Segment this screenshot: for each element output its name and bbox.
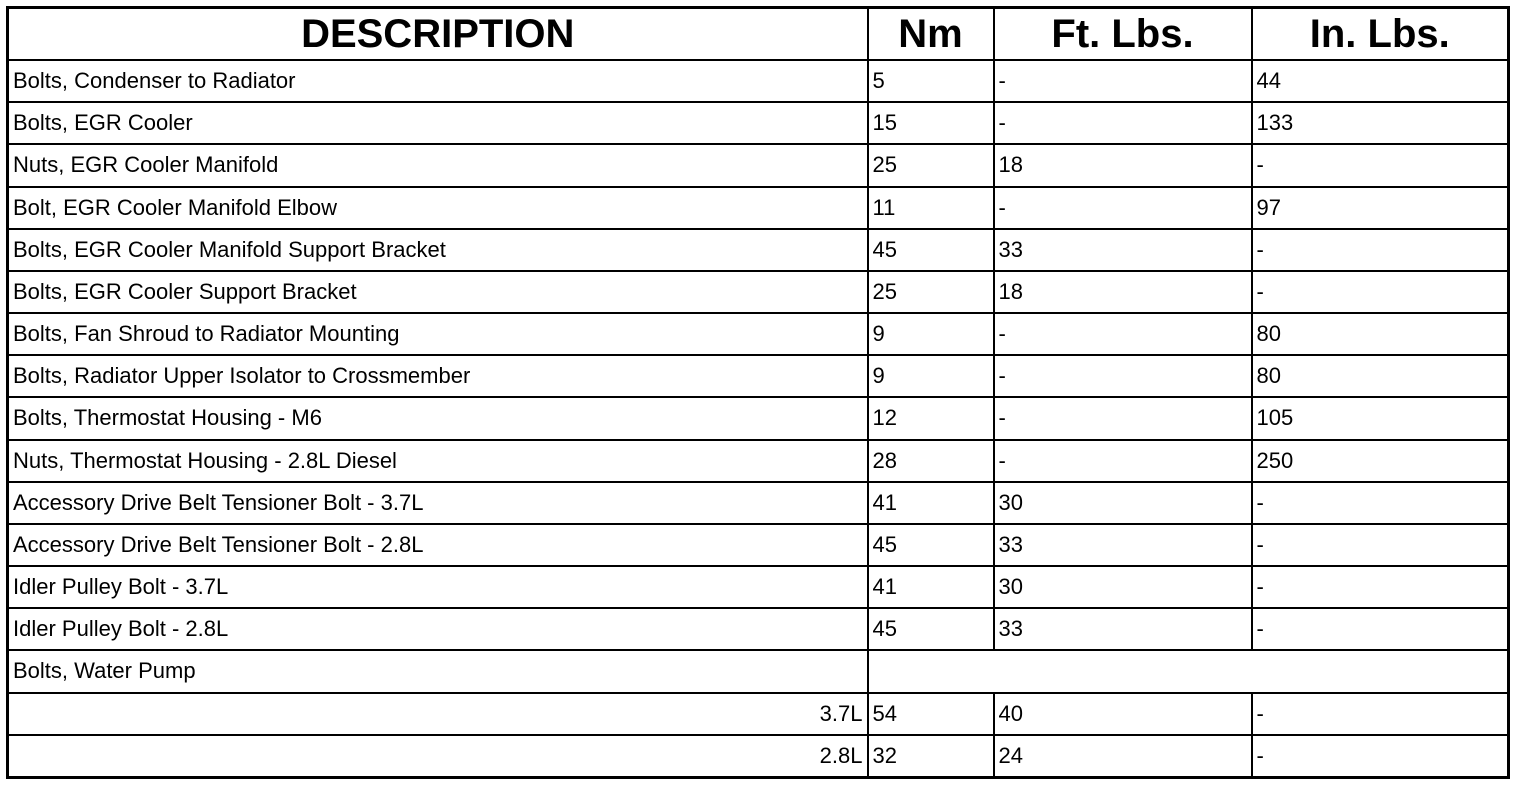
table-body — [8, 60, 1509, 778]
torque-spec-table — [6, 6, 1510, 779]
table-row — [8, 440, 1509, 482]
table-row — [8, 271, 1509, 313]
cell-description: Bolts, Thermostat Housing - M6 — [8, 397, 868, 439]
cell-in-lbs: - — [1252, 693, 1509, 735]
water-pump-subrow — [8, 693, 1509, 735]
cell-ft-lbs: 30 — [994, 482, 1252, 524]
cell-in-lbs: - — [1252, 735, 1509, 778]
cell-description: Idler Pulley Bolt - 3.7L — [8, 566, 868, 608]
cell-in-lbs: 44 — [1252, 60, 1509, 102]
cell-empty-span — [868, 650, 1509, 692]
cell-nm: 9 — [868, 355, 994, 397]
cell-nm: 12 — [868, 397, 994, 439]
cell-ft-lbs: - — [994, 102, 1252, 144]
cell-nm: 45 — [868, 229, 994, 271]
cell-in-lbs: - — [1252, 524, 1509, 566]
cell-nm: 45 — [868, 524, 994, 566]
cell-ft-lbs: - — [994, 355, 1252, 397]
cell-nm: 25 — [868, 271, 994, 313]
table-row — [8, 355, 1509, 397]
header-nm: Nm — [868, 8, 994, 61]
table-row — [8, 229, 1509, 271]
cell-ft-lbs: - — [994, 440, 1252, 482]
cell-in-lbs: - — [1252, 482, 1509, 524]
cell-description: Nuts, Thermostat Housing - 2.8L Diesel — [8, 440, 868, 482]
cell-in-lbs: 250 — [1252, 440, 1509, 482]
header-description: DESCRIPTION — [8, 8, 868, 61]
table-row — [8, 187, 1509, 229]
cell-description: Idler Pulley Bolt - 2.8L — [8, 608, 868, 650]
cell-nm: 54 — [868, 693, 994, 735]
cell-in-lbs: 80 — [1252, 313, 1509, 355]
table-row — [8, 60, 1509, 102]
table-row — [8, 102, 1509, 144]
cell-in-lbs: 80 — [1252, 355, 1509, 397]
cell-in-lbs: 105 — [1252, 397, 1509, 439]
cell-nm: 9 — [868, 313, 994, 355]
cell-description: Bolts, Condenser to Radiator — [8, 60, 868, 102]
table-row — [8, 524, 1509, 566]
cell-in-lbs: - — [1252, 608, 1509, 650]
table-row — [8, 608, 1509, 650]
cell-nm: 28 — [868, 440, 994, 482]
table-row — [8, 144, 1509, 186]
cell-in-lbs: 97 — [1252, 187, 1509, 229]
cell-description: Bolt, EGR Cooler Manifold Elbow — [8, 187, 868, 229]
cell-in-lbs: - — [1252, 566, 1509, 608]
cell-nm: 15 — [868, 102, 994, 144]
cell-engine: 3.7L — [8, 693, 868, 735]
cell-in-lbs: - — [1252, 144, 1509, 186]
cell-ft-lbs: - — [994, 313, 1252, 355]
cell-in-lbs: 133 — [1252, 102, 1509, 144]
cell-nm: 25 — [868, 144, 994, 186]
table-header — [8, 8, 1509, 61]
cell-nm: 5 — [868, 60, 994, 102]
cell-description: Bolts, Water Pump — [8, 650, 868, 692]
cell-ft-lbs: 33 — [994, 524, 1252, 566]
table-row — [8, 566, 1509, 608]
cell-ft-lbs: 18 — [994, 144, 1252, 186]
cell-ft-lbs: 33 — [994, 608, 1252, 650]
cell-ft-lbs: - — [994, 397, 1252, 439]
cell-nm: 41 — [868, 482, 994, 524]
cell-in-lbs: - — [1252, 271, 1509, 313]
cell-description: Nuts, EGR Cooler Manifold — [8, 144, 868, 186]
header-row — [8, 8, 1509, 61]
cell-ft-lbs: - — [994, 60, 1252, 102]
cell-description: Bolts, Fan Shroud to Radiator Mounting — [8, 313, 868, 355]
cell-description: Bolts, EGR Cooler Support Bracket — [8, 271, 868, 313]
cell-nm: 41 — [868, 566, 994, 608]
cell-ft-lbs: 30 — [994, 566, 1252, 608]
cell-description: Bolts, Radiator Upper Isolator to Crossmember — [8, 355, 868, 397]
header-ft-lbs: Ft. Lbs. — [994, 8, 1252, 61]
cell-ft-lbs: 24 — [994, 735, 1252, 778]
cell-in-lbs: - — [1252, 229, 1509, 271]
cell-ft-lbs: 18 — [994, 271, 1252, 313]
cell-ft-lbs: 33 — [994, 229, 1252, 271]
cell-description: Accessory Drive Belt Tensioner Bolt - 2.8L — [8, 524, 868, 566]
water-pump-subrow — [8, 735, 1509, 778]
table-row — [8, 482, 1509, 524]
cell-ft-lbs: 40 — [994, 693, 1252, 735]
cell-engine: 2.8L — [8, 735, 868, 778]
cell-ft-lbs: - — [994, 187, 1252, 229]
cell-nm: 45 — [868, 608, 994, 650]
cell-nm: 11 — [868, 187, 994, 229]
header-in-lbs: In. Lbs. — [1252, 8, 1509, 61]
cell-nm: 32 — [868, 735, 994, 778]
cell-description: Bolts, EGR Cooler — [8, 102, 868, 144]
table-row — [8, 397, 1509, 439]
cell-description: Accessory Drive Belt Tensioner Bolt - 3.7L — [8, 482, 868, 524]
water-pump-row — [8, 650, 1509, 692]
cell-description: Bolts, EGR Cooler Manifold Support Bracket — [8, 229, 868, 271]
table-row — [8, 313, 1509, 355]
